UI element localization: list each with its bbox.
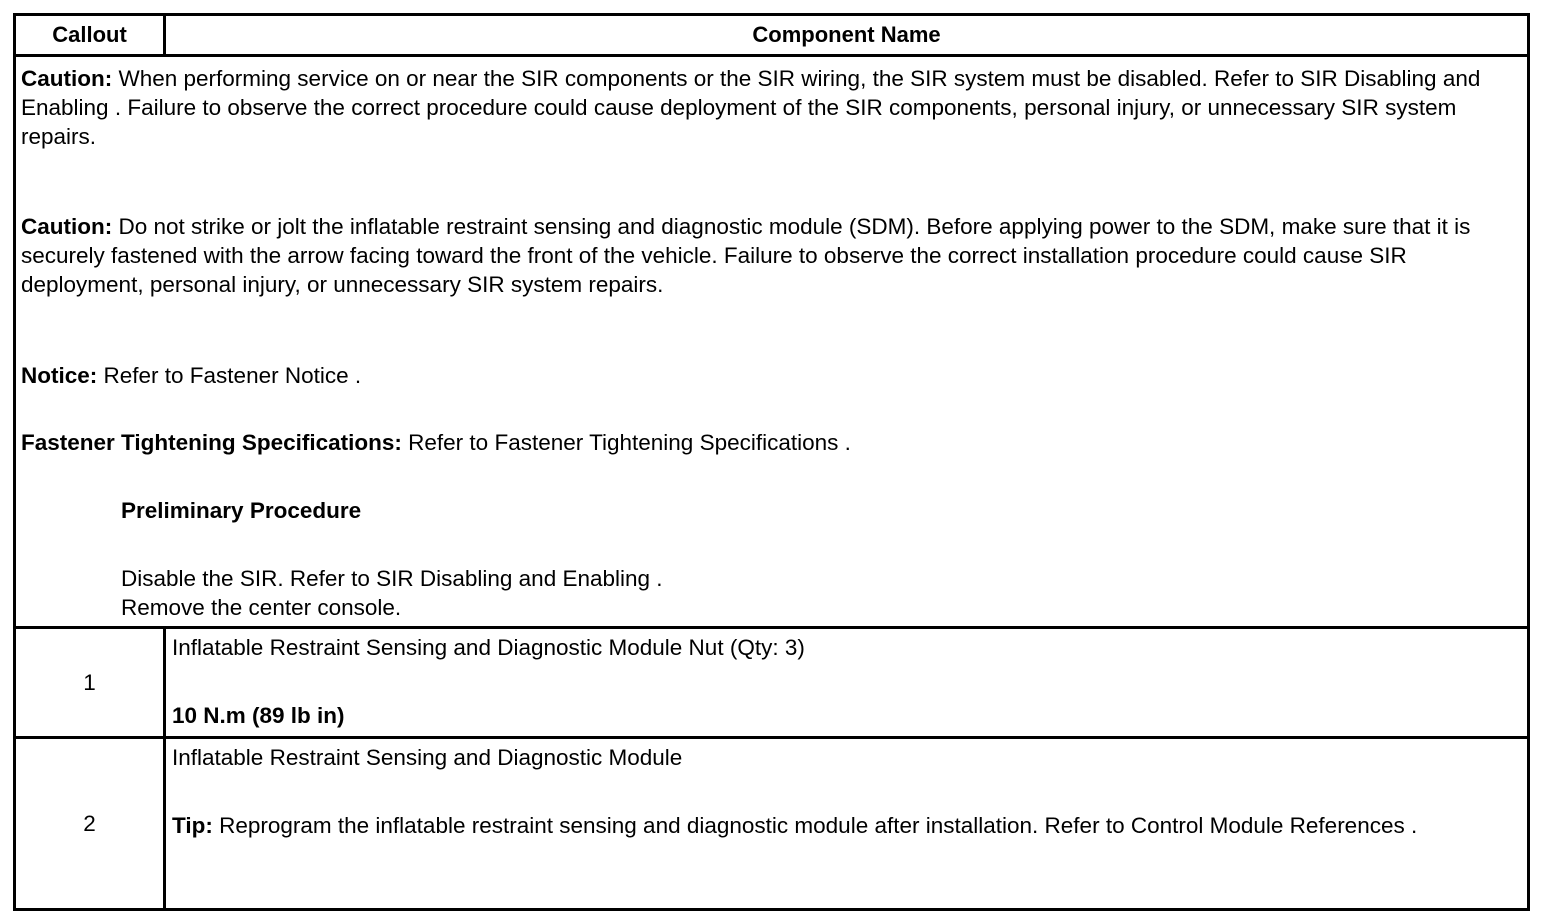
component-name: Inflatable Restraint Sensing and Diagnostic Module bbox=[172, 745, 683, 770]
specs-text: Refer to Fastener Tightening Specifications . bbox=[401, 430, 851, 455]
component-name: Inflatable Restraint Sensing and Diagnostic Module Nut (Qty: 3) bbox=[172, 635, 805, 660]
caution-text: When performing service on or near the SIR components or the SIR wiring, the SIR system must be disabled. Refer to SIR Disabling and Enabling . Failure to observe the correct procedure could cause deployment of the SIR components, personal injury, or unnecessary SIR system repairs. bbox=[21, 66, 1481, 149]
header-component-name: Component Name bbox=[752, 22, 941, 47]
service-procedure-table bbox=[13, 13, 1530, 911]
notice-text: Refer to Fastener Notice . bbox=[97, 363, 362, 388]
notice-fastener bbox=[21, 361, 1521, 390]
row-component-cell bbox=[172, 629, 1519, 736]
row-component-cell bbox=[172, 739, 1519, 908]
tip-text: Reprogram the inflatable restraint sensing and diagnostic module after installation. Refer to Control Module References . bbox=[212, 813, 1418, 838]
fastener-tightening-specs bbox=[21, 428, 1521, 457]
preliminary-step: Remove the center console. bbox=[121, 595, 402, 620]
table-row bbox=[16, 739, 1527, 908]
tip-label: Tip: bbox=[172, 813, 213, 838]
caution-label: Caution: bbox=[21, 66, 113, 91]
tip-note bbox=[172, 811, 1519, 840]
table-row bbox=[16, 629, 1527, 739]
caution-sir-disable bbox=[21, 64, 1521, 151]
specs-label: Fastener Tightening Specifications: bbox=[21, 430, 402, 455]
header-callout: Callout bbox=[16, 16, 166, 54]
caution-sdm-handling bbox=[21, 212, 1521, 299]
row-callout-number: 1 bbox=[16, 629, 166, 736]
table-header-row bbox=[16, 16, 1527, 57]
caution-label: Caution: bbox=[21, 214, 113, 239]
notes-cell bbox=[16, 57, 1527, 629]
preliminary-procedure-heading: Preliminary Procedure bbox=[121, 498, 362, 523]
caution-text: Do not strike or jolt the inflatable restraint sensing and diagnostic module (SDM). Before applying power to the SDM, make sure that it is securely fastened with the arrow facing toward the front of the vehicle. Failure to observe the correct installation procedure could cause SIR deployment, personal injury, or unnecessary SIR system repairs. bbox=[21, 214, 1471, 297]
preliminary-step: Disable the SIR. Refer to SIR Disabling and Enabling . bbox=[121, 566, 663, 591]
row-callout-number: 2 bbox=[16, 739, 166, 908]
torque-spec: 10 N.m (89 lb in) bbox=[172, 703, 345, 728]
notice-label: Notice: bbox=[21, 363, 98, 388]
